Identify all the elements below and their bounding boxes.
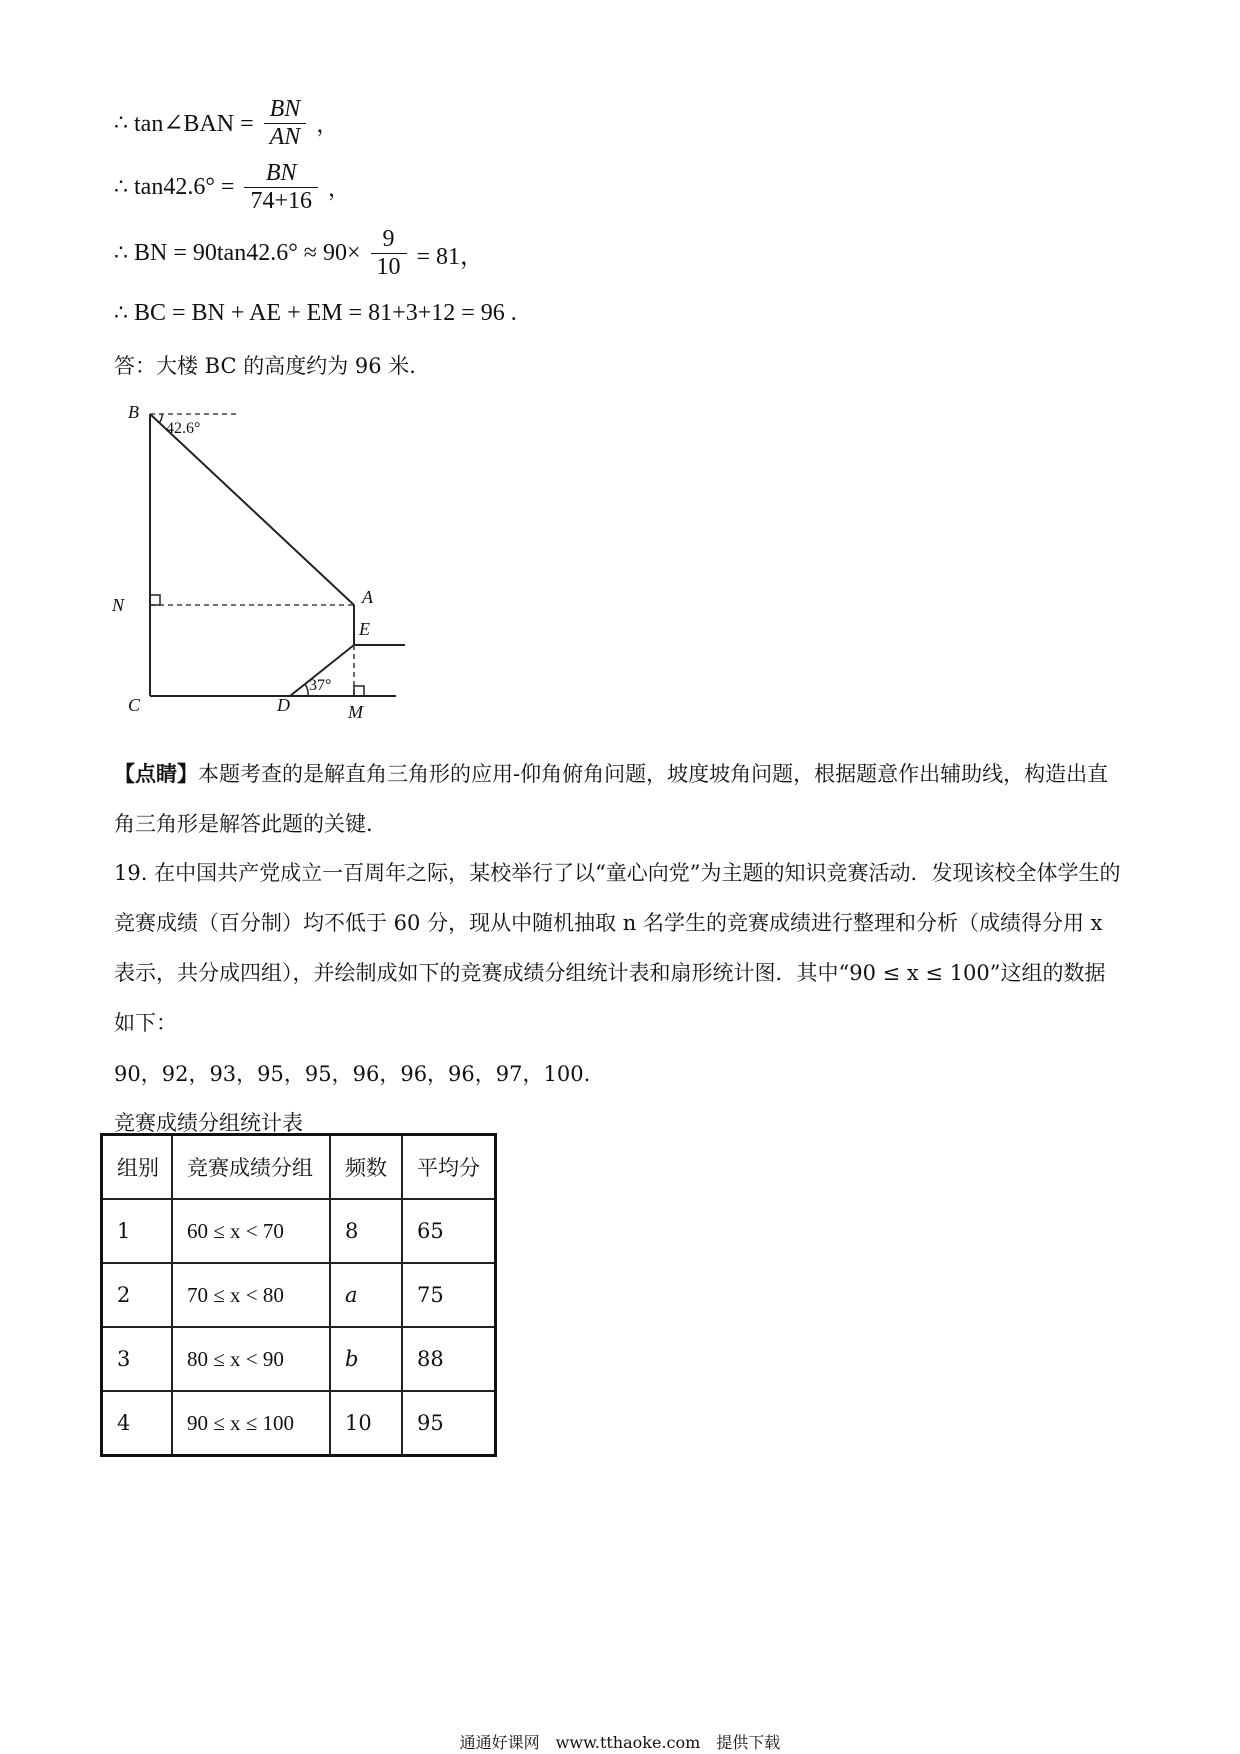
fraction (371, 226, 407, 281)
table-row (102, 1199, 496, 1263)
table-row (102, 1391, 496, 1456)
header-cell-group: 组别 (102, 1135, 173, 1200)
score-statistics-table (100, 1133, 497, 1457)
right-angle-mark-m (354, 686, 364, 696)
table-cell: 65 (402, 1199, 496, 1263)
fraction (264, 96, 307, 151)
fraction-denominator: AN (264, 123, 307, 151)
table-cell: 95 (402, 1391, 496, 1456)
fraction (244, 160, 318, 215)
table-row (102, 1263, 496, 1327)
table-cell: 8 (330, 1199, 402, 1263)
table-row (102, 1327, 496, 1391)
table-cell: 70 ≤ x < 80 (172, 1263, 330, 1327)
punctuation: ， (328, 177, 351, 202)
table-cell: 88 (402, 1327, 496, 1391)
header-cell-range: 竞赛成绩分组 (172, 1135, 330, 1200)
angle-label-bottom: 37° (309, 677, 332, 694)
answer-text: 答：大楼 BC 的高度约为 96 米. (114, 354, 416, 378)
therefore-symbol: ∴ (114, 175, 128, 200)
equation-lhs: tan∠BAN = (134, 111, 254, 137)
header-cell-frequency: 频数 (330, 1135, 402, 1200)
therefore-symbol: ∴ (114, 241, 128, 266)
label-m: M (348, 702, 363, 722)
question-19-text: 19. 在中国共产党成立一百周年之际，某校举行了以“童心向党”为主题的知识竞赛活动．发现该校全体学生的竞赛成绩（百分制）均不低于 60 分，现从中随机抽取 n 名学生的竞赛成绩进行整理和分析（成绩得分用 x 表示，共分成四组），并绘制成如下的竞赛成绩分组统计表和扇形统计图．其中“90 ≤ x ≤ 100”这组的数据如下： (114, 861, 1121, 1035)
table-title: 竞赛成绩分组统计表 (114, 1111, 303, 1135)
table-cell: 80 ≤ x < 90 (172, 1327, 330, 1391)
equation-lhs: BN = 90tan42.6° ≈ 90× (134, 240, 361, 266)
page-footer: 通通好课网 www.tthaoke.com 提供下载 (459, 1733, 781, 1752)
geometry-diagram (110, 400, 420, 730)
fraction-denominator: 74+16 (244, 187, 318, 215)
table-cell: 3 (102, 1327, 173, 1391)
angle-arc-b (159, 414, 162, 423)
label-a: A (362, 587, 373, 607)
label-n: N (112, 595, 125, 615)
label-c: C (128, 695, 141, 715)
table-cell: 1 (102, 1199, 173, 1263)
angle-arc-d (305, 684, 308, 696)
table-cell: a (330, 1263, 402, 1327)
equation-rhs: = 81， (416, 244, 485, 270)
equation-bn (114, 226, 484, 281)
table-cell: 90 ≤ x ≤ 100 (172, 1391, 330, 1456)
table-cell: b (330, 1327, 402, 1391)
fraction-numerator: 9 (382, 226, 395, 252)
fraction-numerator: BN (265, 160, 297, 186)
fraction-denominator: 10 (371, 253, 407, 281)
equation-bc (114, 300, 517, 327)
data-values-line: 90，92，93，95，95，96，96，96，97，100. (114, 1062, 591, 1086)
table-cell: 2 (102, 1263, 173, 1327)
fraction-numerator: BN (269, 96, 301, 122)
header-cell-average: 平均分 (402, 1135, 496, 1200)
table-cell: 60 ≤ x < 70 (172, 1199, 330, 1263)
equation-text: BC = BN + AE + EM = 81+3+12 = 96 . (134, 300, 517, 326)
comment-text: 本题考查的是解直角三角形的应用-仰角俯角问题，坡度坡角问题，根据题意作出辅助线，构造出直角三角形是解答此题的关键. (114, 762, 1109, 836)
table-cell: 10 (330, 1391, 402, 1456)
table-header-row (102, 1135, 496, 1200)
equation-lhs: tan42.6° = (134, 174, 235, 200)
angle-label-top: 42.6° (166, 420, 201, 437)
equation-tan-ban (114, 96, 338, 151)
label-d: D (277, 695, 290, 715)
therefore-symbol: ∴ (114, 111, 128, 136)
therefore-symbol: ∴ (114, 301, 128, 326)
right-angle-mark-n (150, 595, 160, 605)
sight-line-ba (150, 414, 354, 605)
label-b: B (128, 402, 139, 422)
table-cell: 4 (102, 1391, 173, 1456)
punctuation: ， (316, 113, 339, 138)
table-cell: 75 (402, 1263, 496, 1327)
comment-tag: 【点睛】 (114, 761, 198, 786)
label-e: E (359, 619, 370, 639)
equation-tan-42-6 (114, 160, 350, 215)
comment-paragraph (114, 749, 1124, 849)
